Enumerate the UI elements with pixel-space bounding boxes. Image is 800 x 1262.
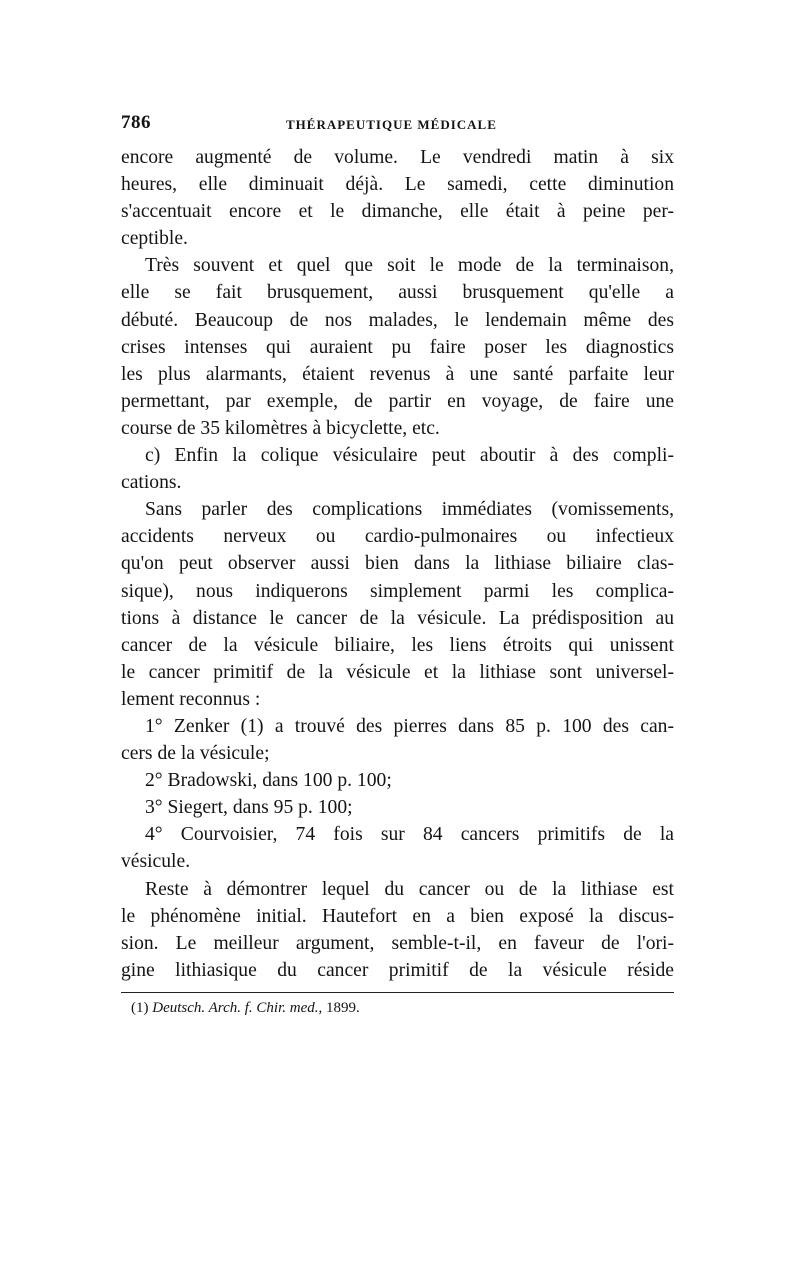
text-line: le cancer primitif de la vésicule et la lithiase sont universel- (121, 661, 674, 683)
text-line: heures, elle diminuait déjà. Le samedi, cette diminution (121, 174, 674, 196)
footnote-source: Deutsch. Arch. f. Chir. med., (152, 999, 323, 1016)
text-line: permettant, par exemple, de partir en voyage, de faire une (121, 390, 674, 412)
text-line: 1° Zenker (1) a trouvé des pierres dans 85 p. 100 des can- (145, 715, 674, 737)
text-line: débuté. Beaucoup de nos malades, le lendemain même des (121, 309, 674, 331)
text-line: cers de la vésicule; (121, 743, 270, 765)
footnote-divider (121, 992, 674, 993)
text-line: ceptible. (121, 228, 188, 250)
text-line: elle se fait brusquement, aussi brusquement qu'elle a (121, 282, 674, 304)
page-number: 786 (121, 112, 151, 133)
body-text (121, 144, 674, 984)
text-line: lement reconnus : (121, 688, 261, 710)
text-line: qu'on peut observer aussi bien dans la lithiase biliaire clas- (121, 553, 674, 575)
text-line: Sans parler des complications immédiates (vomissements, (145, 499, 674, 521)
text-line: gine lithiasique du cancer primitif de la vésicule réside (121, 959, 674, 981)
text-line: encore augmenté de volume. Le vendredi matin à six (121, 147, 674, 168)
text-line: tions à distance le cancer de la vésicule. La prédisposition au (121, 607, 674, 629)
text-line: vésicule. (121, 851, 191, 873)
text-line: sion. Le meilleur argument, semble-t-il, en faveur de l'ori- (121, 932, 674, 954)
text-line: cations. (121, 472, 182, 494)
footnote-marker: (1) (131, 999, 149, 1016)
text-line: s'accentuait encore et le dimanche, elle était à peine per- (121, 201, 674, 223)
text-line: 3° Siegert, dans 95 p. 100; (145, 797, 353, 819)
text-line: le phénomène initial. Hautefort en a bien exposé la discus- (121, 905, 674, 927)
text-line: les plus alarmants, étaient revenus à une santé parfaite leur (121, 363, 674, 385)
text-line: cancer de la vésicule biliaire, les liens étroits qui unissent (121, 634, 674, 656)
text-line: Reste à démontrer lequel du cancer ou de la lithiase est (145, 878, 674, 900)
running-title: THÉRAPEUTIQUE MÉDICALE (286, 117, 497, 132)
text-line: 2° Bradowski, dans 100 p. 100; (145, 770, 392, 792)
text-line: Très souvent et quel que soit le mode de la terminaison, (145, 255, 674, 277)
footnote (121, 997, 674, 1019)
text-line: 4° Courvoisier, 74 fois sur 84 cancers primitifs de la (145, 824, 674, 846)
text-line: sique), nous indiquerons simplement parmi les complica- (121, 580, 674, 602)
text-line: crises intenses qui auraient pu faire poser les diagnostics (121, 336, 674, 358)
text-line: course de 35 kilomètres à bicyclette, etc. (121, 417, 440, 439)
text-line: accidents nerveux ou cardio-pulmonaires ou infectieux (121, 526, 674, 548)
book-page (121, 112, 674, 1019)
page-header (121, 112, 674, 138)
footnote-year: 1899. (326, 999, 360, 1016)
text-line: c) Enfin la colique vésiculaire peut aboutir à des compli- (145, 445, 674, 467)
